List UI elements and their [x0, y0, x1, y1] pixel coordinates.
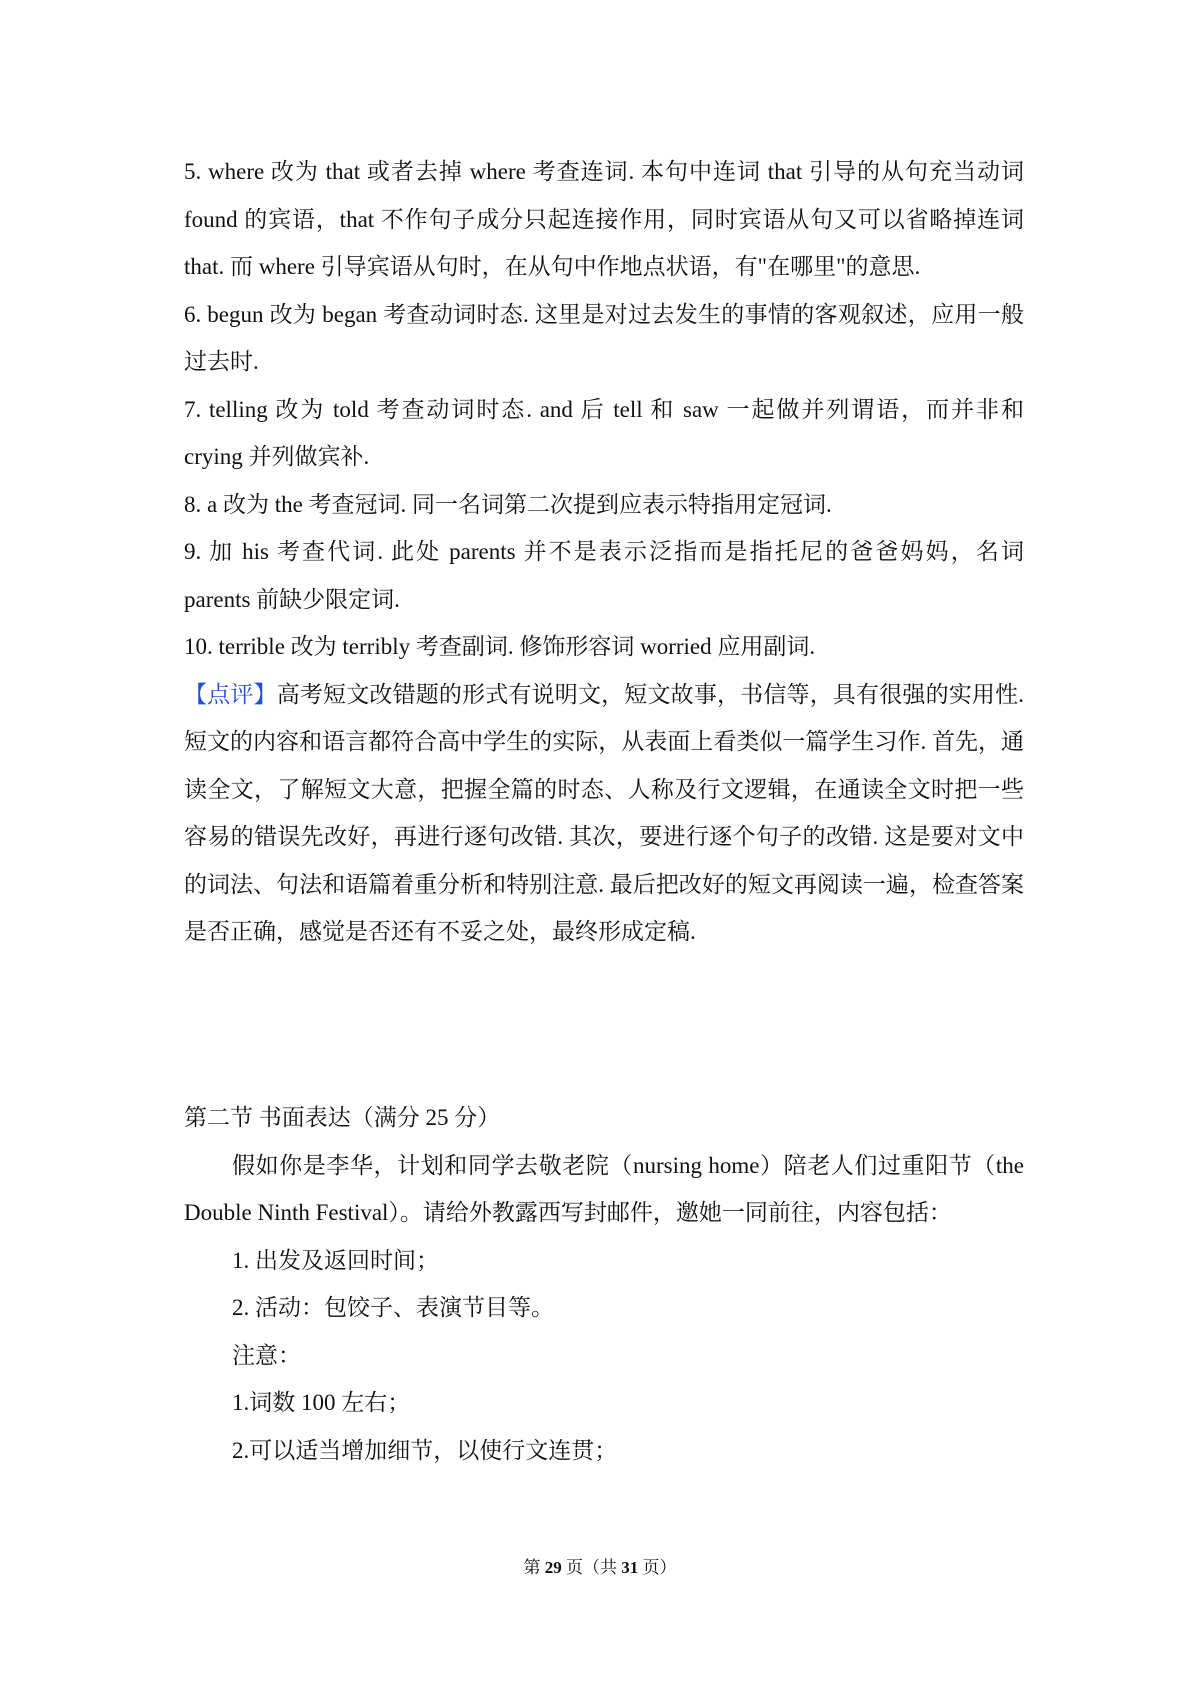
total-pages: 31 [621, 1558, 639, 1577]
answer-10: 10. terrible 改为 terribly 考查副词. 修饰形容词 worried 应用副词. [184, 634, 816, 659]
requirement-item: 2. 活动：包饺子、表演节目等。 [232, 1295, 554, 1320]
note-item: 2.可以适当增加细节，以使行文连贯； [232, 1437, 618, 1463]
comment-paragraph [184, 671, 1024, 956]
section-heading: 第二节 书面表达（满分 25 分） [184, 1105, 501, 1130]
answer-7: 7. telling 改为 told 考查动词时态. and 后 tell 和 saw 一起做并列谓语，而并非和 crying 并列做宾补. [184, 396, 1024, 469]
answer-5: 5. where 改为 that 或者去掉 where 考查连词. 本句中连词 that 引导的从句充当动词 found 的宾语，that 不作句子成分只起连接作用，同时宾语从句又可以省略掉连词 that. 而 where 引导宾语从句时，在从句中作地点状语，有"在哪里"的意思. [184, 159, 1024, 279]
notes-label: 注意： [232, 1342, 301, 1368]
answer-explanations [184, 148, 1024, 956]
page-footer: 第 29 页（共 31 页） [523, 1558, 677, 1577]
answer-9: 9. 加 his 考查代词. 此处 parents 并不是表示泛指而是指托尼的爸爸妈妈，名词 parents 前缺少限定词. [184, 539, 1024, 612]
answer-6: 6. begun 改为 began 考查动词时态. 这里是对过去发生的事情的客观叙述，应用一般过去时. [184, 301, 1024, 374]
note-item: 1.词数 100 左右； [232, 1390, 411, 1415]
requirement-item: 1. 出发及返回时间； [232, 1247, 439, 1273]
answer-8: 8. a 改为 the 考查冠词. 同一名词第二次提到应表示特指用定冠词. [184, 491, 832, 517]
section-writing [184, 1094, 1024, 1474]
comment-tag: 【点评】 [184, 681, 277, 707]
page-number: 29 [544, 1558, 562, 1577]
comment-text: 高考短文改错题的形式有说明文，短文故事，书信等，具有很强的实用性. 短文的内容和语言都符合高中学生的实际，从表面上看类似一篇学生习作. 首先，通读全文，了解短文大意，把握全篇的时态、人称及行文逻辑，在通读全文时把一些容易的错误先改好，再进行逐句改错. 其次，要进行逐个句子的改错. 这是要对文中的词法、句法和语篇着重分析和特别注意. 最后把改好的短文再阅读一遍，检查答案是否正确，感觉是否还有不妥之处，最终形成定稿. [184, 681, 1025, 944]
writing-prompt: 假如你是李华，计划和同学去敬老院（nursing home）陪老人们过重阳节（the Double Ninth Festival）。请给外教露西写封邮件，邀她一同前往，内容包括： [184, 1152, 1024, 1225]
